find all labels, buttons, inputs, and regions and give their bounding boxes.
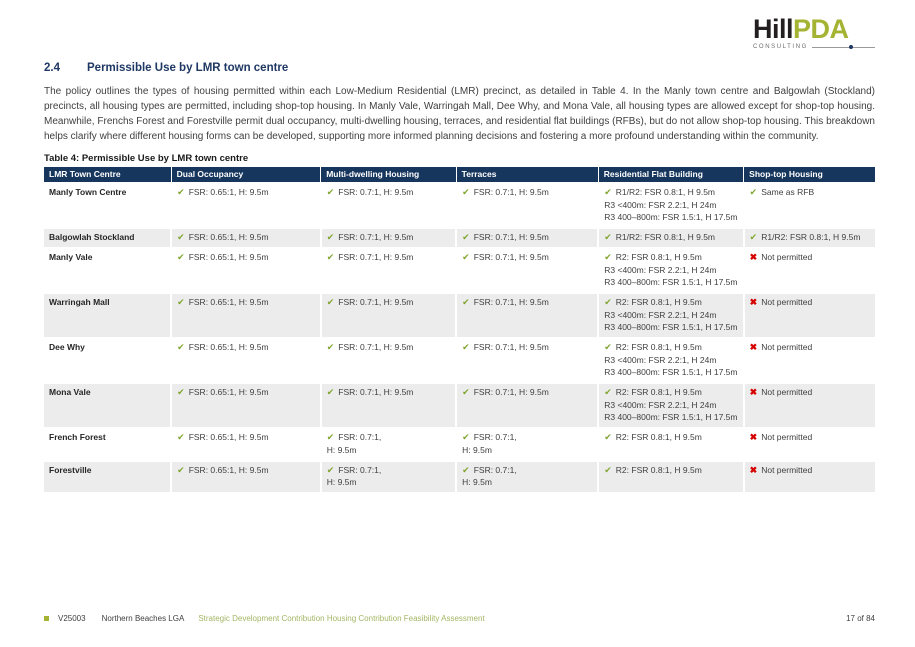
table-row [44,183,875,228]
footer-bullet-icon [44,616,49,621]
cell-line: H: 9.5m [326,444,357,455]
permission-cell [598,428,743,461]
table-row [44,248,875,293]
check-icon: ✔ [177,252,185,262]
cell-line: ✔ R2: FSR 0.8:1, H 9.5m [604,297,702,307]
check-icon: ✔ [462,187,470,197]
check-icon: ✔ [462,252,470,262]
page-content [44,62,875,492]
cell-line: R3 <400m: FSR 2.2:1, H 24m [604,399,717,410]
check-icon: ✔ [177,232,185,242]
cell-line: ✔ FSR: 0.7:1, H: 9.5m [462,187,549,197]
permission-cell [598,183,743,228]
cross-icon: ✖ [749,432,758,442]
check-icon: ✔ [749,232,758,242]
page-number: 17 of 84 [846,614,875,623]
permission-cell [456,293,598,338]
check-icon: ✔ [604,232,612,242]
check-icon: ✔ [462,432,470,442]
cell-line: ✔ R2: FSR 0.8:1, H 9.5m [604,387,702,397]
permission-cell [321,461,456,493]
section-title: Permissible Use by LMR town centre [87,62,289,74]
permission-cell [598,293,743,338]
logo-pda-text: PDA [793,14,849,44]
table-row [44,228,875,248]
cell-line: ✔ FSR: 0.7:1, H: 9.5m [462,387,549,397]
cell-line: ✔ FSR: 0.7:1, H: 9.5m [326,387,414,397]
table-header-row [44,167,875,183]
check-icon: ✔ [326,387,335,397]
column-header: Multi-dwelling Housing [321,167,456,183]
cell-line: ✔ FSR: 0.7:1, [326,464,382,475]
check-icon: ✔ [462,464,470,475]
body-paragraph: The policy outlines the types of housing permitted within each Low-Medium Residential (LMR) precinct, as detailed in Table 4. In the Manly town centre and Balgowlah (Stockland) precincts, all housing types are permitted, including shop-top housing. In Manly Vale, Warringah Mall, Dee Why, and Mona Vale, all housing types are allowed except for shop-top housing. Meanwhile, Frenchs Forest and Forestville permit dual occupancy, multi-dwelling housing, terraces, and residential flat buildings (RFBs), but do not allow shop-top housing. This breakdown helps clarify where different housing forms can be developed, supporting more informed planning decisions and fostering a more profound understanding within the community. [44,86,875,142]
check-icon: ✔ [462,342,470,352]
permission-cell [598,338,743,383]
cell-line: R3 400–800m: FSR 1.5:1, H 17.5m [604,212,738,222]
cell-line: ✔ R1/R2: FSR 0.8:1, H 9.5m [604,232,715,242]
cell-line: ✔ FSR: 0.7:1, [326,432,382,442]
logo-consulting-text: CONSULTING [753,44,808,50]
cell-line: ✔ FSR: 0.65:1, H: 9.5m [177,297,269,307]
permission-cell [598,228,743,248]
permission-cell [456,383,598,428]
cell-line: ✔ FSR: 0.7:1, H: 9.5m [462,342,549,352]
section-heading [44,62,875,74]
check-icon: ✔ [326,464,335,475]
permission-cell [744,228,875,248]
check-icon: ✔ [604,297,612,307]
check-icon: ✔ [749,187,758,197]
cell-line: ✔ FSR: 0.7:1, H: 9.5m [462,252,549,262]
permission-cell [744,383,875,428]
town-centre-name: Mona Vale [44,383,171,428]
cell-line: ✔ R2: FSR 0.8:1, H 9.5m [604,252,702,262]
check-icon: ✔ [177,432,185,442]
town-centre-name: Balgowlah Stockland [44,228,171,248]
logo-wordmark [753,14,875,44]
check-icon: ✔ [462,297,470,307]
cell-line: ✖ Not permitted [749,297,813,307]
footer-region: Northern Beaches LGA [101,614,185,623]
column-header: Shop-top Housing [744,167,875,183]
check-icon: ✔ [462,232,470,242]
page-footer [44,614,875,623]
check-icon: ✔ [177,342,185,352]
cell-line: ✖ Not permitted [749,464,813,475]
cell-line: ✖ Not permitted [749,387,813,397]
permission-cell [744,183,875,228]
permission-cell [321,428,456,461]
permission-cell [171,183,321,228]
cell-line: ✔ FSR: 0.7:1, H: 9.5m [326,342,414,352]
cell-line: R3 <400m: FSR 2.2:1, H 24m [604,199,717,210]
check-icon: ✔ [604,252,612,262]
permission-cell [456,228,598,248]
check-icon: ✔ [326,432,335,442]
permission-cell [456,461,598,493]
footer-report-title: Strategic Development Contribution Housing Contribution Feasibility Assessment [198,614,485,623]
permission-cell [744,461,875,493]
permission-cell [598,461,743,493]
cell-line: ✔ FSR: 0.7:1, H: 9.5m [326,252,414,262]
logo-hill-text: Hill [753,14,794,44]
town-centre-name: Manly Town Centre [44,183,171,228]
permission-cell [171,461,321,493]
column-header: Terraces [456,167,598,183]
cell-line: ✔ FSR: 0.7:1, H: 9.5m [462,297,549,307]
permission-cell [171,248,321,293]
cell-line: H: 9.5m [462,444,492,455]
cell-line: ✔ FSR: 0.65:1, H: 9.5m [177,232,269,242]
permission-cell [456,183,598,228]
column-header: Dual Occupancy [171,167,321,183]
permission-cell [456,248,598,293]
table-caption: Table 4: Permissible Use by LMR town centre [44,153,249,164]
lmr-table [44,167,875,492]
table-row [44,383,875,428]
town-centre-name: Warringah Mall [44,293,171,338]
cross-icon: ✖ [749,464,758,475]
check-icon: ✔ [177,297,185,307]
permission-cell [171,293,321,338]
permission-cell [321,293,456,338]
permission-cell [744,293,875,338]
cross-icon: ✖ [749,342,758,352]
town-centre-name: Forestville [44,461,171,493]
column-header: Residential Flat Building [598,167,743,183]
permission-cell [321,183,456,228]
town-centre-name: Dee Why [44,338,171,383]
check-icon: ✔ [326,342,335,352]
check-icon: ✔ [604,187,612,197]
cell-line: ✔ R1/R2: FSR 0.8:1, H 9.5m [604,187,715,197]
logo-subline [753,44,875,50]
permission-cell [321,338,456,383]
cell-line: ✔ FSR: 0.65:1, H: 9.5m [177,342,269,352]
cell-line: R3 <400m: FSR 2.2:1, H 24m [604,264,717,275]
cell-line: ✔ FSR: 0.7:1, H: 9.5m [326,187,414,197]
permission-cell [171,383,321,428]
check-icon: ✔ [604,432,612,442]
cell-line: ✔ FSR: 0.65:1, H: 9.5m [177,464,269,475]
permission-cell [171,228,321,248]
cell-line: ✖ Not permitted [749,342,813,352]
cell-line: R3 400–800m: FSR 1.5:1, H 17.5m [604,367,738,377]
check-icon: ✔ [462,387,470,397]
permission-cell [171,428,321,461]
cell-line: ✔ FSR: 0.65:1, H: 9.5m [177,187,269,197]
column-header: LMR Town Centre [44,167,171,183]
cell-line: ✔ Same as RFB [749,187,815,197]
cross-icon: ✖ [749,387,758,397]
check-icon: ✔ [177,187,185,197]
check-icon: ✔ [177,464,185,475]
check-icon: ✔ [326,252,335,262]
check-icon: ✔ [326,187,335,197]
check-icon: ✔ [326,297,335,307]
permission-cell [744,248,875,293]
permission-cell [321,248,456,293]
permission-cell [456,338,598,383]
footer-project-code: V25003 [58,614,86,623]
cell-line: H: 9.5m [462,477,492,487]
table-row [44,293,875,338]
cell-line: R3 400–800m: FSR 1.5:1, H 17.5m [604,277,738,287]
check-icon: ✔ [604,464,612,475]
cell-line: ✔ FSR: 0.7:1, H: 9.5m [326,297,414,307]
check-icon: ✔ [604,387,612,397]
hillpda-logo [753,14,875,50]
cell-line: ✔ FSR: 0.65:1, H: 9.5m [177,432,269,442]
cell-line: R3 <400m: FSR 2.2:1, H 24m [604,354,717,365]
logo-rule [812,47,875,48]
permission-cell [598,383,743,428]
check-icon: ✔ [177,387,185,397]
cross-icon: ✖ [749,252,758,262]
permission-cell [171,338,321,383]
check-icon: ✔ [604,342,612,352]
table-row [44,428,875,461]
permission-cell [321,228,456,248]
cell-line: ✔ R1/R2: FSR 0.8:1, H 9.5m [749,232,861,242]
town-centre-name: French Forest [44,428,171,461]
permission-cell [598,248,743,293]
cross-icon: ✖ [749,297,758,307]
logo-dot [849,45,853,49]
cell-line: ✖ Not permitted [749,432,813,442]
check-icon: ✔ [326,232,335,242]
permission-cell [321,383,456,428]
cell-line: R3 400–800m: FSR 1.5:1, H 17.5m [604,322,738,332]
permission-cell [456,428,598,461]
section-number: 2.4 [44,62,60,74]
permission-cell [744,338,875,383]
cell-line: ✖ Not permitted [749,252,813,262]
cell-line: R3 <400m: FSR 2.2:1, H 24m [604,309,717,320]
permission-cell [744,428,875,461]
table-row [44,338,875,383]
cell-line: ✔ R2: FSR 0.8:1, H 9.5m [604,342,702,352]
cell-line: ✔ FSR: 0.7:1, H: 9.5m [462,232,549,242]
cell-line: ✔ FSR: 0.65:1, H: 9.5m [177,387,269,397]
cell-line: ✔ FSR: 0.7:1, H: 9.5m [326,232,414,242]
cell-line: R3 400–800m: FSR 1.5:1, H 17.5m [604,412,738,422]
cell-line: ✔ R2: FSR 0.8:1, H 9.5m [604,432,702,442]
town-centre-name: Manly Vale [44,248,171,293]
cell-line: ✔ FSR: 0.65:1, H: 9.5m [177,252,269,262]
cell-line: ✔ R2: FSR 0.8:1, H 9.5m [604,464,702,475]
cell-line: H: 9.5m [326,477,357,487]
cell-line: ✔ FSR: 0.7:1, [462,464,517,475]
table-row [44,461,875,493]
cell-line: ✔ FSR: 0.7:1, [462,432,517,442]
